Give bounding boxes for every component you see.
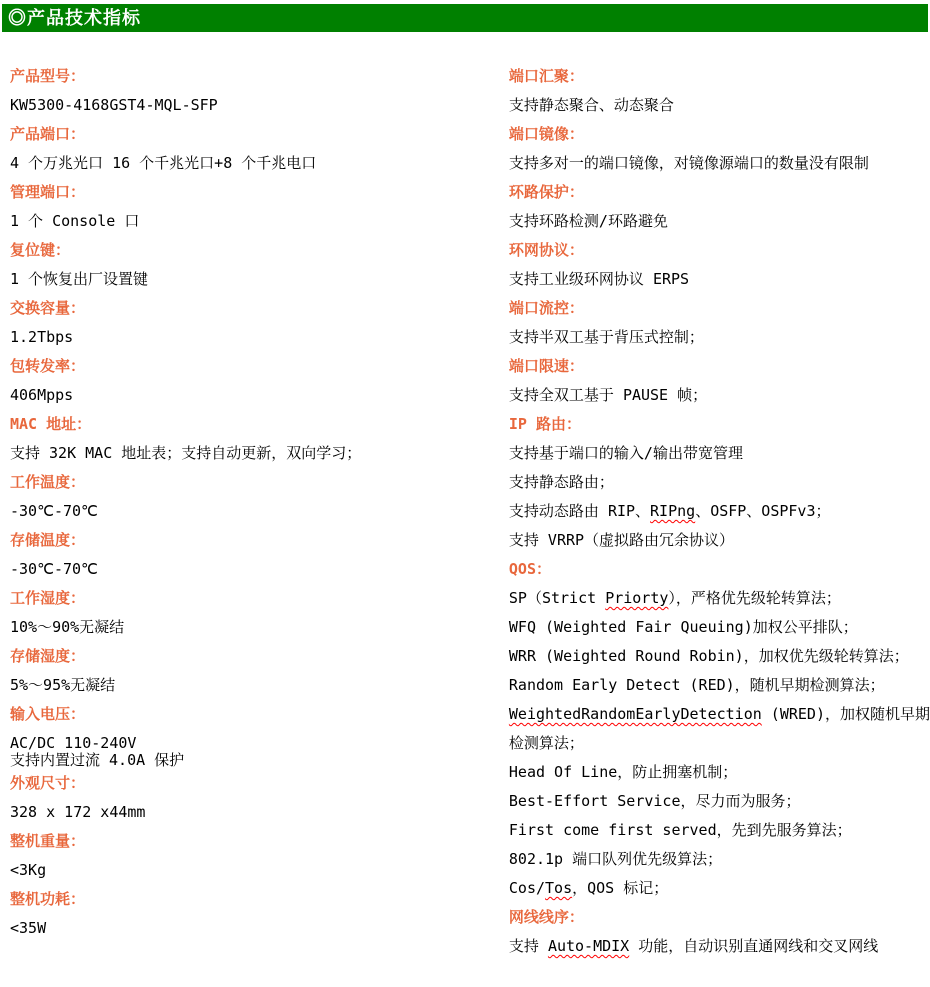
spec-text: 功能，自动识别直通网线和交叉网线 (629, 937, 879, 955)
spec-line (10, 613, 509, 642)
spec-heading: 工作温度： (10, 473, 86, 491)
spec-heading: 存储湿度： (10, 647, 86, 665)
spec-heading: 整机功耗： (10, 890, 86, 908)
spec-text: (WRED)，加权随机早期 (761, 705, 930, 723)
spec-text: Cos/ (508, 879, 546, 897)
spec-line (10, 265, 509, 294)
spellcheck-marked-term: RIPng (650, 502, 696, 520)
spec-column-right (509, 62, 930, 961)
spec-heading: 产品型号： (10, 67, 86, 85)
spec-line (10, 323, 509, 352)
spec-text: 1.2Tbps (10, 328, 74, 346)
spec-content (0, 32, 930, 981)
page-title: ◎产品技术指标 (8, 8, 141, 28)
spec-line (509, 91, 930, 120)
spec-line (509, 932, 930, 961)
spec-line (509, 265, 930, 294)
spec-heading: 端口镜像： (508, 125, 584, 143)
spec-text: WRR (Weighted Round Robin)，加权优先级轮转算法； (508, 647, 909, 665)
spec-text: KW5300-4168GST4-MQL-SFP (10, 96, 218, 114)
spec-text: First come first served，先到先服务算法； (508, 821, 852, 839)
spec-heading: 复位键： (10, 241, 71, 259)
product-spec-page (0, 4, 930, 987)
spec-heading: 整机重量： (10, 832, 86, 850)
spec-line (509, 381, 930, 410)
spec-heading: QOS： (508, 560, 551, 578)
spellcheck-marked-term: Tos (545, 879, 573, 897)
spec-text: 支持环路检测/环路避免 (508, 212, 668, 230)
spec-text: 支持静态聚合、动态聚合 (508, 96, 674, 114)
spec-column-left (10, 62, 509, 961)
spec-line (509, 642, 930, 671)
spec-heading: MAC 地址： (10, 415, 92, 433)
spec-text: 、OSFP、OSPFv3； (695, 502, 831, 520)
spec-line (509, 149, 930, 178)
spec-line (509, 700, 930, 729)
spec-heading: 交换容量： (10, 299, 86, 317)
spec-line (10, 752, 509, 769)
spec-text: 10%～90%无凝结 (10, 618, 125, 636)
spec-line (10, 439, 509, 468)
spec-text: ），严格优先级轮转算法； (668, 589, 841, 607)
spec-line (509, 439, 930, 468)
spec-line (509, 584, 930, 613)
spec-line (10, 856, 509, 885)
spec-text: 406Mpps (10, 386, 74, 404)
spec-text: SP（Strict (508, 589, 606, 607)
spec-line (509, 816, 930, 845)
spec-text: Head Of Line，防止拥塞机制； (508, 763, 738, 781)
spec-line (10, 497, 509, 526)
spec-heading: 网线线序： (508, 908, 584, 926)
spellcheck-marked-term: WeightedRandomEarlyDetection (508, 705, 762, 723)
spec-text: 支持工业级环网协议 ERPS (508, 270, 690, 288)
spec-text: Random Early Detect (RED)，随机早期检测算法； (508, 676, 885, 694)
spec-text: 支持半双工基于背压式控制； (508, 328, 704, 346)
spec-text: 支持 (508, 937, 548, 955)
spec-line (10, 914, 509, 943)
spec-line (10, 149, 509, 178)
spec-text: WFQ (Weighted Fair Queuing)加权公平排队； (508, 618, 858, 636)
spec-heading: 输入电压： (10, 705, 86, 723)
spec-line (10, 207, 509, 236)
spec-text: 支持多对一的端口镜像，对镜像源端口的数量没有限制 (508, 154, 869, 172)
spec-text: -30℃-70℃ (10, 560, 98, 578)
section-header-bar (2, 4, 928, 32)
spec-text: -30℃-70℃ (10, 502, 98, 520)
spec-text: 支持静态路由； (508, 473, 614, 491)
spec-text: 支持全双工基于 PAUSE 帧； (508, 386, 708, 404)
spec-heading: 环网协议： (508, 241, 584, 259)
spec-line (509, 729, 930, 758)
spec-text: 检测算法； (508, 734, 584, 752)
spec-line (509, 497, 930, 526)
spec-text: 1 个恢复出厂设置键 (10, 270, 149, 288)
spec-line (509, 671, 930, 700)
spec-line (10, 555, 509, 584)
spec-heading: 工作湿度： (10, 589, 86, 607)
spec-text: 5%～95%无凝结 (10, 676, 116, 694)
spec-heading: 外观尺寸： (10, 774, 86, 792)
spec-line (509, 758, 930, 787)
spellcheck-marked-term: Priorty (605, 589, 669, 607)
spec-text: <3Kg (10, 861, 47, 879)
spellcheck-marked-term: Auto-MDIX (547, 937, 630, 955)
spec-text: 4 个万兆光口 16 个千兆光口+8 个千兆电口 (10, 154, 317, 172)
spec-line (10, 381, 509, 410)
spec-heading: 存储温度： (10, 531, 86, 549)
spec-heading: IP 路由： (508, 415, 581, 433)
spec-text: <35W (10, 919, 47, 937)
spec-heading: 端口汇聚： (508, 67, 584, 85)
spec-text: 支持 32K MAC 地址表；支持自动更新，双向学习； (10, 444, 362, 462)
spec-line (509, 874, 930, 903)
spec-heading: 产品端口： (10, 125, 86, 143)
spec-text: 802.1p 端口队列优先级算法； (508, 850, 723, 868)
spec-heading: 管理端口： (10, 183, 86, 201)
spec-line (509, 323, 930, 352)
spec-text: 328 x 172 x44mm (10, 803, 146, 821)
spec-line (509, 468, 930, 497)
spec-line (10, 798, 509, 827)
spec-line (509, 207, 930, 236)
spec-text: 支持内置过流 4.0A 保护 (10, 751, 185, 769)
spec-heading: 包转发率： (10, 357, 86, 375)
spec-text: AC/DC 110-240V (10, 734, 137, 752)
spec-text: ，QOS 标记； (572, 879, 669, 897)
spec-text: 1 个 Console 口 (10, 212, 140, 230)
spec-heading: 端口流控： (508, 299, 584, 317)
spec-text: 支持动态路由 RIP、 (508, 502, 651, 520)
spec-heading: 环路保护： (508, 183, 584, 201)
spec-line (509, 526, 930, 555)
spec-line (509, 845, 930, 874)
spec-line (509, 613, 930, 642)
spec-line (10, 671, 509, 700)
spec-heading: 端口限速： (508, 357, 584, 375)
spec-text: Best-Effort Service，尽力而为服务； (508, 792, 801, 810)
spec-line (10, 91, 509, 120)
spec-text: 支持 VRRP（虚拟路由冗余协议） (508, 531, 735, 549)
spec-text: 支持基于端口的输入/输出带宽管理 (508, 444, 743, 462)
spec-line (509, 787, 930, 816)
